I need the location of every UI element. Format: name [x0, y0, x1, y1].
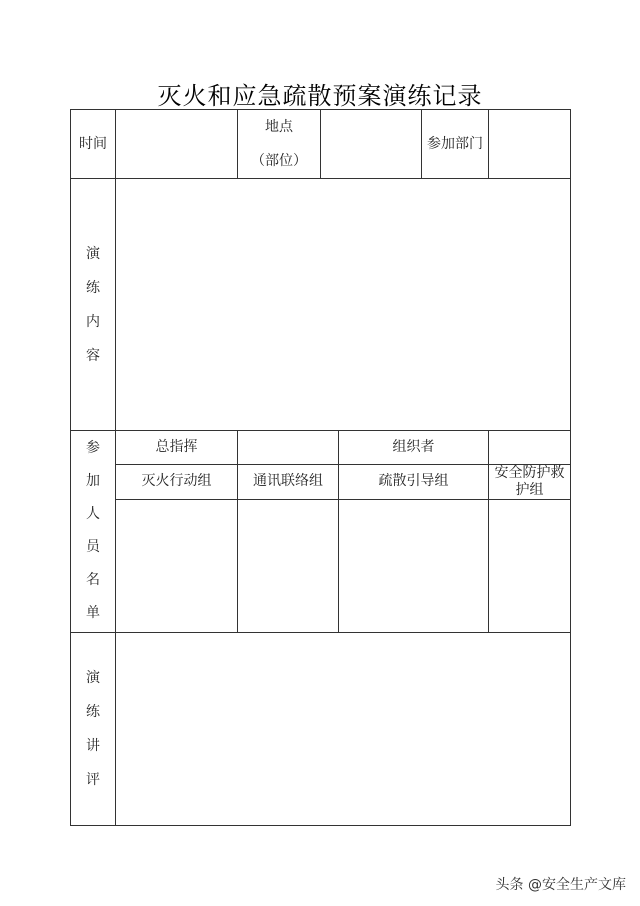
group-field-fire-action[interactable] [116, 499, 238, 632]
drill-review-label [71, 632, 116, 825]
organizer-field[interactable] [489, 431, 571, 465]
location-label-line2: （部位） [251, 153, 307, 169]
drill-content-label-text: 演练内容 [86, 245, 100, 364]
document-title: 灭火和应急疏散预案演练记录 [157, 82, 483, 110]
watermark: 头条 @安全生产文库 [495, 877, 626, 893]
location-label-line1: 地点 [265, 119, 293, 135]
department-field[interactable] [489, 110, 571, 179]
drill-record-table [70, 109, 571, 826]
organizer-label: 组织者 [339, 431, 489, 465]
drill-review-field[interactable] [116, 632, 571, 825]
commander-label: 总指挥 [116, 431, 238, 465]
group-header-evacuation: 疏散引导组 [339, 465, 489, 500]
department-label: 参加部门 [422, 110, 489, 179]
drill-content-field[interactable] [116, 179, 571, 431]
drill-content-label [71, 179, 116, 431]
participants-label-text: 参加人员名单 [86, 440, 100, 622]
drill-review-label-text: 演练讲评 [86, 669, 100, 788]
commander-field[interactable] [238, 431, 339, 465]
group-header-communication: 通讯联络组 [238, 465, 339, 500]
time-label: 时间 [71, 110, 116, 179]
time-field[interactable] [116, 110, 238, 179]
location-label [238, 110, 321, 179]
group-field-communication[interactable] [238, 499, 339, 632]
group-field-evacuation[interactable] [339, 499, 489, 632]
group-header-fire-action: 灭火行动组 [116, 465, 238, 500]
location-field[interactable] [321, 110, 422, 179]
group-field-safety-rescue[interactable] [489, 499, 571, 632]
group-header-safety-rescue: 安全防护救护组 [489, 465, 571, 500]
participants-label [71, 431, 116, 633]
